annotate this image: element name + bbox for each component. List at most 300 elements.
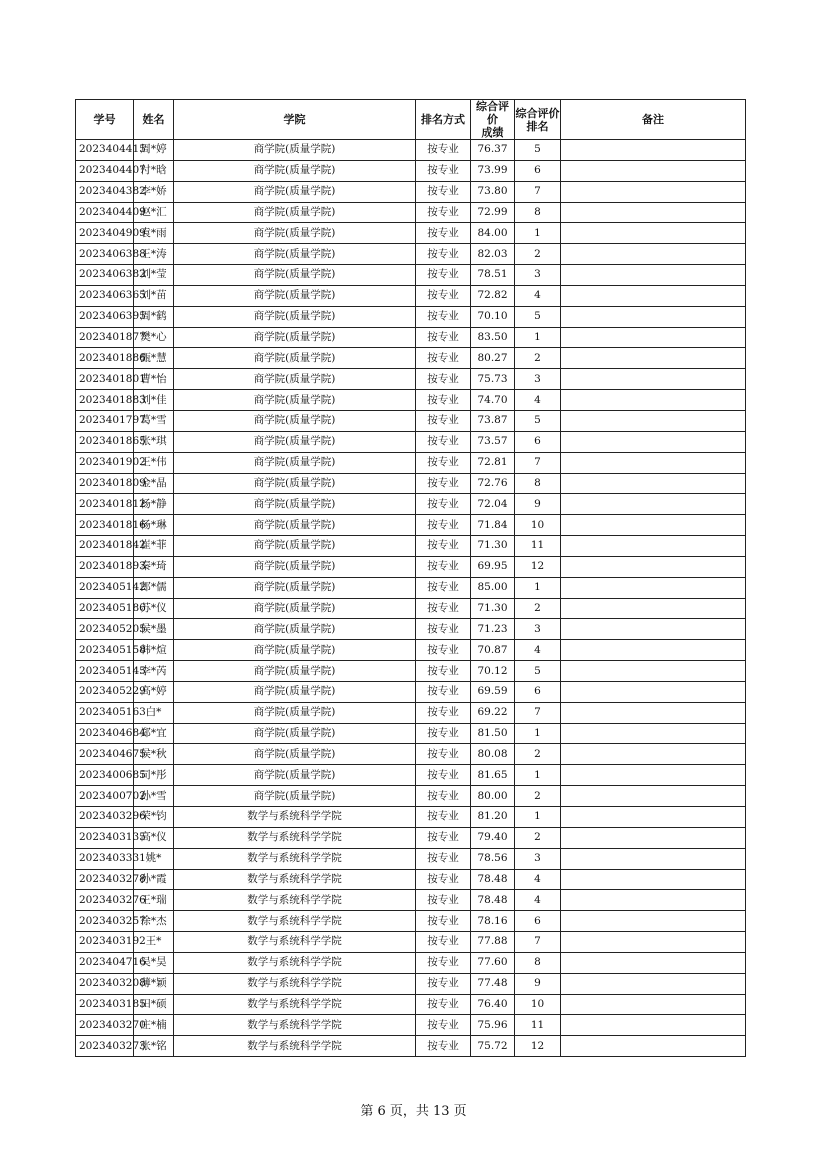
cell-college: 商学院(质量学院) <box>174 410 416 431</box>
cell-student-id: 2023404716 <box>76 952 134 973</box>
cell-remarks <box>561 994 746 1015</box>
cell-remarks <box>561 1036 746 1057</box>
cell-name: 庄*楠 <box>134 1015 174 1036</box>
cell-score: 72.04 <box>471 494 515 515</box>
cell-remarks <box>561 848 746 869</box>
cell-student-id: 2023405142 <box>76 577 134 598</box>
cell-name: 侯*秋 <box>134 744 174 765</box>
table-row <box>76 932 746 953</box>
cell-remarks <box>561 932 746 953</box>
cell-score: 85.00 <box>471 577 515 598</box>
cell-ranking-method: 按专业 <box>416 890 471 911</box>
cell-score: 77.48 <box>471 973 515 994</box>
table-row <box>76 1036 746 1057</box>
cell-rank: 2 <box>515 348 561 369</box>
cell-score: 73.57 <box>471 431 515 452</box>
cell-ranking-method: 按专业 <box>416 869 471 890</box>
cell-ranking-method: 按专业 <box>416 827 471 848</box>
cell-name: 张*琪 <box>134 431 174 452</box>
cell-score: 78.48 <box>471 869 515 890</box>
cell-rank: 1 <box>515 723 561 744</box>
cell-college: 数学与系统科学学院 <box>174 890 416 911</box>
cell-student-id: 2023401883 <box>76 390 134 411</box>
cell-rank: 2 <box>515 598 561 619</box>
cell-college: 商学院(质量学院) <box>174 661 416 682</box>
cell-name: 田*硕 <box>134 994 174 1015</box>
cell-score: 69.59 <box>471 681 515 702</box>
table-row <box>76 681 746 702</box>
cell-student-id: 2023400685 <box>76 765 134 786</box>
cell-ranking-method: 按专业 <box>416 681 471 702</box>
cell-name: 司*彤 <box>134 765 174 786</box>
cell-rank: 7 <box>515 932 561 953</box>
cell-student-id: 2023401801 <box>76 369 134 390</box>
cell-ranking-method: 按专业 <box>416 661 471 682</box>
cell-ranking-method: 按专业 <box>416 807 471 828</box>
table-row <box>76 369 746 390</box>
cell-remarks <box>561 160 746 181</box>
cell-name: 薄*颖 <box>134 973 174 994</box>
cell-ranking-method: 按专业 <box>416 536 471 557</box>
cell-ranking-method: 按专业 <box>416 223 471 244</box>
cell-student-id: 2023400702 <box>76 786 134 807</box>
cell-ranking-method: 按专业 <box>416 369 471 390</box>
cell-ranking-method: 按专业 <box>416 932 471 953</box>
cell-college: 数学与系统科学学院 <box>174 994 416 1015</box>
table-header <box>76 100 746 140</box>
cell-rank: 6 <box>515 911 561 932</box>
cell-rank: 5 <box>515 140 561 161</box>
header-name: 姓名 <box>134 100 174 140</box>
cell-college: 数学与系统科学学院 <box>174 973 416 994</box>
cell-name: 曹*怡 <box>134 369 174 390</box>
cell-student-id: 2023403208 <box>76 973 134 994</box>
cell-student-id: 2023404382 <box>76 181 134 202</box>
cell-name: 刘*佳 <box>134 390 174 411</box>
cell-ranking-method: 按专业 <box>416 744 471 765</box>
cell-rank: 4 <box>515 390 561 411</box>
cell-rank: 6 <box>515 681 561 702</box>
cell-score: 71.30 <box>471 536 515 557</box>
table-row <box>76 556 746 577</box>
cell-student-id: 2023404684 <box>76 723 134 744</box>
cell-rank: 1 <box>515 807 561 828</box>
cell-remarks <box>561 577 746 598</box>
cell-student-id: 2023403257 <box>76 911 134 932</box>
cell-college: 数学与系统科学学院 <box>174 932 416 953</box>
cell-college: 商学院(质量学院) <box>174 494 416 515</box>
cell-ranking-method: 按专业 <box>416 265 471 286</box>
header-row <box>76 100 746 140</box>
cell-score: 81.65 <box>471 765 515 786</box>
cell-name: 郎*儒 <box>134 577 174 598</box>
cell-ranking-method: 按专业 <box>416 202 471 223</box>
table-row <box>76 973 746 994</box>
cell-ranking-method: 按专业 <box>416 640 471 661</box>
cell-name: 金*晶 <box>134 473 174 494</box>
cell-name: 张*铭 <box>134 1036 174 1057</box>
cell-college: 商学院(质量学院) <box>174 140 416 161</box>
cell-score: 80.00 <box>471 786 515 807</box>
cell-college: 商学院(质量学院) <box>174 786 416 807</box>
table-row <box>76 869 746 890</box>
table-row <box>76 911 746 932</box>
cell-remarks <box>561 744 746 765</box>
cell-remarks <box>561 348 746 369</box>
cell-score: 78.16 <box>471 911 515 932</box>
cell-name: 秦*琦 <box>134 556 174 577</box>
cell-ranking-method: 按专业 <box>416 848 471 869</box>
cell-ranking-method: 按专业 <box>416 765 471 786</box>
table-row <box>76 348 746 369</box>
header-student-id: 学号 <box>76 100 134 140</box>
cell-ranking-method: 按专业 <box>416 619 471 640</box>
cell-score: 71.23 <box>471 619 515 640</box>
cell-ranking-method: 按专业 <box>416 1015 471 1036</box>
cell-score: 70.10 <box>471 306 515 327</box>
cell-remarks <box>561 181 746 202</box>
cell-score: 79.40 <box>471 827 515 848</box>
table-row <box>76 452 746 473</box>
cell-name: 崔*菲 <box>134 536 174 557</box>
cell-student-id: 2023403331 <box>76 848 134 869</box>
cell-score: 72.82 <box>471 285 515 306</box>
cell-college: 商学院(质量学院) <box>174 577 416 598</box>
cell-ranking-method: 按专业 <box>416 702 471 723</box>
cell-score: 80.27 <box>471 348 515 369</box>
cell-college: 商学院(质量学院) <box>174 160 416 181</box>
cell-name: 荣*钧 <box>134 807 174 828</box>
cell-student-id: 2023401797 <box>76 410 134 431</box>
cell-score: 78.56 <box>471 848 515 869</box>
table-row <box>76 202 746 223</box>
cell-name: 高*婷 <box>134 681 174 702</box>
cell-rank: 1 <box>515 577 561 598</box>
cell-rank: 8 <box>515 473 561 494</box>
cell-college: 商学院(质量学院) <box>174 390 416 411</box>
table-row <box>76 515 746 536</box>
table-row <box>76 160 746 181</box>
cell-name: 韩*煊 <box>134 640 174 661</box>
cell-rank: 4 <box>515 869 561 890</box>
cell-college: 商学院(质量学院) <box>174 640 416 661</box>
table-row <box>76 1015 746 1036</box>
cell-rank: 5 <box>515 306 561 327</box>
cell-name: 李*娇 <box>134 181 174 202</box>
cell-name: 王* <box>134 932 174 953</box>
cell-rank: 7 <box>515 181 561 202</box>
cell-name: 杨*琳 <box>134 515 174 536</box>
cell-student-id: 2023405186 <box>76 598 134 619</box>
cell-score: 73.99 <box>471 160 515 181</box>
cell-remarks <box>561 202 746 223</box>
header-ranking-method: 排名方式 <box>416 100 471 140</box>
cell-remarks <box>561 681 746 702</box>
cell-ranking-method: 按专业 <box>416 181 471 202</box>
cell-remarks <box>561 723 746 744</box>
cell-college: 数学与系统科学学院 <box>174 848 416 869</box>
cell-college: 数学与系统科学学院 <box>174 827 416 848</box>
cell-rank: 6 <box>515 431 561 452</box>
cell-college: 商学院(质量学院) <box>174 744 416 765</box>
cell-rank: 4 <box>515 890 561 911</box>
cell-college: 商学院(质量学院) <box>174 327 416 348</box>
cell-remarks <box>561 786 746 807</box>
cell-remarks <box>561 369 746 390</box>
cell-score: 70.12 <box>471 661 515 682</box>
cell-remarks <box>561 869 746 890</box>
cell-student-id: 2023403270 <box>76 1015 134 1036</box>
cell-name: 姚* <box>134 848 174 869</box>
cell-college: 商学院(质量学院) <box>174 202 416 223</box>
header-score: 综合评价 成绩 <box>471 100 515 140</box>
cell-student-id: 2023405158 <box>76 640 134 661</box>
cell-name: 徐*杰 <box>134 911 174 932</box>
cell-score: 81.50 <box>471 723 515 744</box>
cell-score: 78.51 <box>471 265 515 286</box>
cell-remarks <box>561 244 746 265</box>
cell-student-id: 2023403273 <box>76 1036 134 1057</box>
table-row <box>76 181 746 202</box>
cell-score: 82.03 <box>471 244 515 265</box>
table-row <box>76 327 746 348</box>
cell-rank: 9 <box>515 973 561 994</box>
cell-ranking-method: 按专业 <box>416 1036 471 1057</box>
cell-score: 75.72 <box>471 1036 515 1057</box>
cell-student-id: 2023403185 <box>76 994 134 1015</box>
cell-name: 王*瑞 <box>134 890 174 911</box>
cell-ranking-method: 按专业 <box>416 348 471 369</box>
cell-ranking-method: 按专业 <box>416 577 471 598</box>
cell-rank: 3 <box>515 265 561 286</box>
cell-remarks <box>561 410 746 431</box>
cell-remarks <box>561 827 746 848</box>
cell-remarks <box>561 494 746 515</box>
cell-student-id: 2023401865 <box>76 431 134 452</box>
cell-college: 商学院(质量学院) <box>174 306 416 327</box>
cell-student-id: 2023406382 <box>76 265 134 286</box>
table-row <box>76 723 746 744</box>
cell-college: 商学院(质量学院) <box>174 765 416 786</box>
cell-rank: 2 <box>515 786 561 807</box>
cell-ranking-method: 按专业 <box>416 327 471 348</box>
cell-name: 王*伟 <box>134 452 174 473</box>
cell-rank: 5 <box>515 661 561 682</box>
cell-college: 商学院(质量学院) <box>174 452 416 473</box>
cell-name: 侯*墨 <box>134 619 174 640</box>
cell-college: 商学院(质量学院) <box>174 702 416 723</box>
cell-remarks <box>561 327 746 348</box>
cell-rank: 2 <box>515 744 561 765</box>
cell-ranking-method: 按专业 <box>416 515 471 536</box>
cell-name: 白* <box>134 702 174 723</box>
cell-remarks <box>561 306 746 327</box>
cell-college: 数学与系统科学学院 <box>174 911 416 932</box>
cell-remarks <box>561 473 746 494</box>
table-row <box>76 994 746 1015</box>
cell-rank: 6 <box>515 160 561 181</box>
cell-ranking-method: 按专业 <box>416 285 471 306</box>
cell-student-id: 2023403135 <box>76 827 134 848</box>
cell-score: 83.50 <box>471 327 515 348</box>
header-remarks: 备注 <box>561 100 746 140</box>
cell-college: 商学院(质量学院) <box>174 515 416 536</box>
cell-remarks <box>561 452 746 473</box>
cell-score: 76.37 <box>471 140 515 161</box>
cell-name: 甄*慧 <box>134 348 174 369</box>
cell-name: 袁*雨 <box>134 223 174 244</box>
table-row <box>76 598 746 619</box>
cell-college: 商学院(质量学院) <box>174 619 416 640</box>
cell-name: 吴*昊 <box>134 952 174 973</box>
table-body <box>76 140 746 1057</box>
cell-name: 郑*宜 <box>134 723 174 744</box>
table-row <box>76 702 746 723</box>
header-rank: 综合评价 排名 <box>515 100 561 140</box>
cell-ranking-method: 按专业 <box>416 952 471 973</box>
cell-score: 69.95 <box>471 556 515 577</box>
cell-name: 赵*汇 <box>134 202 174 223</box>
cell-score: 70.87 <box>471 640 515 661</box>
cell-rank: 1 <box>515 765 561 786</box>
cell-ranking-method: 按专业 <box>416 556 471 577</box>
cell-college: 数学与系统科学学院 <box>174 807 416 828</box>
cell-remarks <box>561 265 746 286</box>
cell-score: 73.80 <box>471 181 515 202</box>
cell-score: 72.99 <box>471 202 515 223</box>
cell-name: 周*婷 <box>134 140 174 161</box>
cell-college: 数学与系统科学学院 <box>174 952 416 973</box>
cell-college: 数学与系统科学学院 <box>174 1015 416 1036</box>
cell-name: 孙*霞 <box>134 869 174 890</box>
ranking-table <box>75 99 746 1057</box>
cell-college: 商学院(质量学院) <box>174 285 416 306</box>
cell-ranking-method: 按专业 <box>416 723 471 744</box>
table-row <box>76 848 746 869</box>
table-row <box>76 640 746 661</box>
table-row <box>76 619 746 640</box>
table-row <box>76 473 746 494</box>
cell-student-id: 2023404909 <box>76 223 134 244</box>
cell-score: 84.00 <box>471 223 515 244</box>
cell-name: 葛*雪 <box>134 410 174 431</box>
cell-rank: 11 <box>515 536 561 557</box>
table-row <box>76 244 746 265</box>
cell-student-id: 2023401886 <box>76 348 134 369</box>
cell-name: 刘*莹 <box>134 265 174 286</box>
cell-rank: 11 <box>515 1015 561 1036</box>
cell-ranking-method: 按专业 <box>416 973 471 994</box>
cell-student-id: 2023404407 <box>76 160 134 181</box>
cell-college: 商学院(质量学院) <box>174 681 416 702</box>
cell-student-id: 2023403296 <box>76 807 134 828</box>
cell-remarks <box>561 140 746 161</box>
cell-remarks <box>561 515 746 536</box>
cell-name: 周*鹤 <box>134 306 174 327</box>
table-row <box>76 890 746 911</box>
cell-ranking-method: 按专业 <box>416 473 471 494</box>
cell-score: 77.60 <box>471 952 515 973</box>
cell-student-id: 2023401812 <box>76 494 134 515</box>
cell-student-id: 2023405163 <box>76 702 134 723</box>
table-row <box>76 807 746 828</box>
cell-student-id: 2023401893 <box>76 556 134 577</box>
cell-rank: 9 <box>515 494 561 515</box>
cell-score: 71.30 <box>471 598 515 619</box>
cell-name: 王*涛 <box>134 244 174 265</box>
cell-ranking-method: 按专业 <box>416 452 471 473</box>
cell-rank: 3 <box>515 619 561 640</box>
cell-rank: 7 <box>515 702 561 723</box>
cell-remarks <box>561 911 746 932</box>
cell-ranking-method: 按专业 <box>416 911 471 932</box>
table-row <box>76 744 746 765</box>
cell-score: 73.87 <box>471 410 515 431</box>
cell-ranking-method: 按专业 <box>416 598 471 619</box>
page-number: 第 6 页，共 13 页 <box>360 1104 467 1119</box>
table-row <box>76 494 746 515</box>
table-row <box>76 786 746 807</box>
cell-remarks <box>561 702 746 723</box>
cell-rank: 12 <box>515 1036 561 1057</box>
table-row <box>76 536 746 557</box>
cell-student-id: 2023405205 <box>76 619 134 640</box>
cell-college: 商学院(质量学院) <box>174 598 416 619</box>
cell-name: 付*晗 <box>134 160 174 181</box>
cell-remarks <box>561 285 746 306</box>
cell-score: 74.70 <box>471 390 515 411</box>
cell-remarks <box>561 952 746 973</box>
cell-student-id: 2023404409 <box>76 202 134 223</box>
cell-rank: 1 <box>515 327 561 348</box>
cell-student-id: 2023406365 <box>76 285 134 306</box>
cell-student-id: 2023401842 <box>76 536 134 557</box>
cell-college: 商学院(质量学院) <box>174 369 416 390</box>
table-row <box>76 140 746 161</box>
cell-student-id: 2023404415 <box>76 140 134 161</box>
cell-remarks <box>561 661 746 682</box>
cell-remarks <box>561 619 746 640</box>
cell-ranking-method: 按专业 <box>416 160 471 181</box>
cell-rank: 10 <box>515 994 561 1015</box>
cell-student-id: 2023401877 <box>76 327 134 348</box>
cell-student-id: 2023406388 <box>76 244 134 265</box>
table-row <box>76 223 746 244</box>
cell-student-id: 2023406395 <box>76 306 134 327</box>
cell-ranking-method: 按专业 <box>416 431 471 452</box>
table-row <box>76 952 746 973</box>
cell-rank: 5 <box>515 410 561 431</box>
cell-rank: 3 <box>515 848 561 869</box>
table-row <box>76 577 746 598</box>
cell-rank: 1 <box>515 223 561 244</box>
cell-ranking-method: 按专业 <box>416 390 471 411</box>
cell-ranking-method: 按专业 <box>416 306 471 327</box>
cell-remarks <box>561 1015 746 1036</box>
table-row <box>76 431 746 452</box>
cell-college: 数学与系统科学学院 <box>174 1036 416 1057</box>
cell-remarks <box>561 890 746 911</box>
table-row <box>76 285 746 306</box>
cell-rank: 4 <box>515 640 561 661</box>
cell-name: 高*仪 <box>134 827 174 848</box>
cell-name: 苏*仪 <box>134 598 174 619</box>
cell-college: 商学院(质量学院) <box>174 223 416 244</box>
cell-ranking-method: 按专业 <box>416 244 471 265</box>
cell-score: 72.76 <box>471 473 515 494</box>
cell-ranking-method: 按专业 <box>416 494 471 515</box>
cell-college: 商学院(质量学院) <box>174 348 416 369</box>
